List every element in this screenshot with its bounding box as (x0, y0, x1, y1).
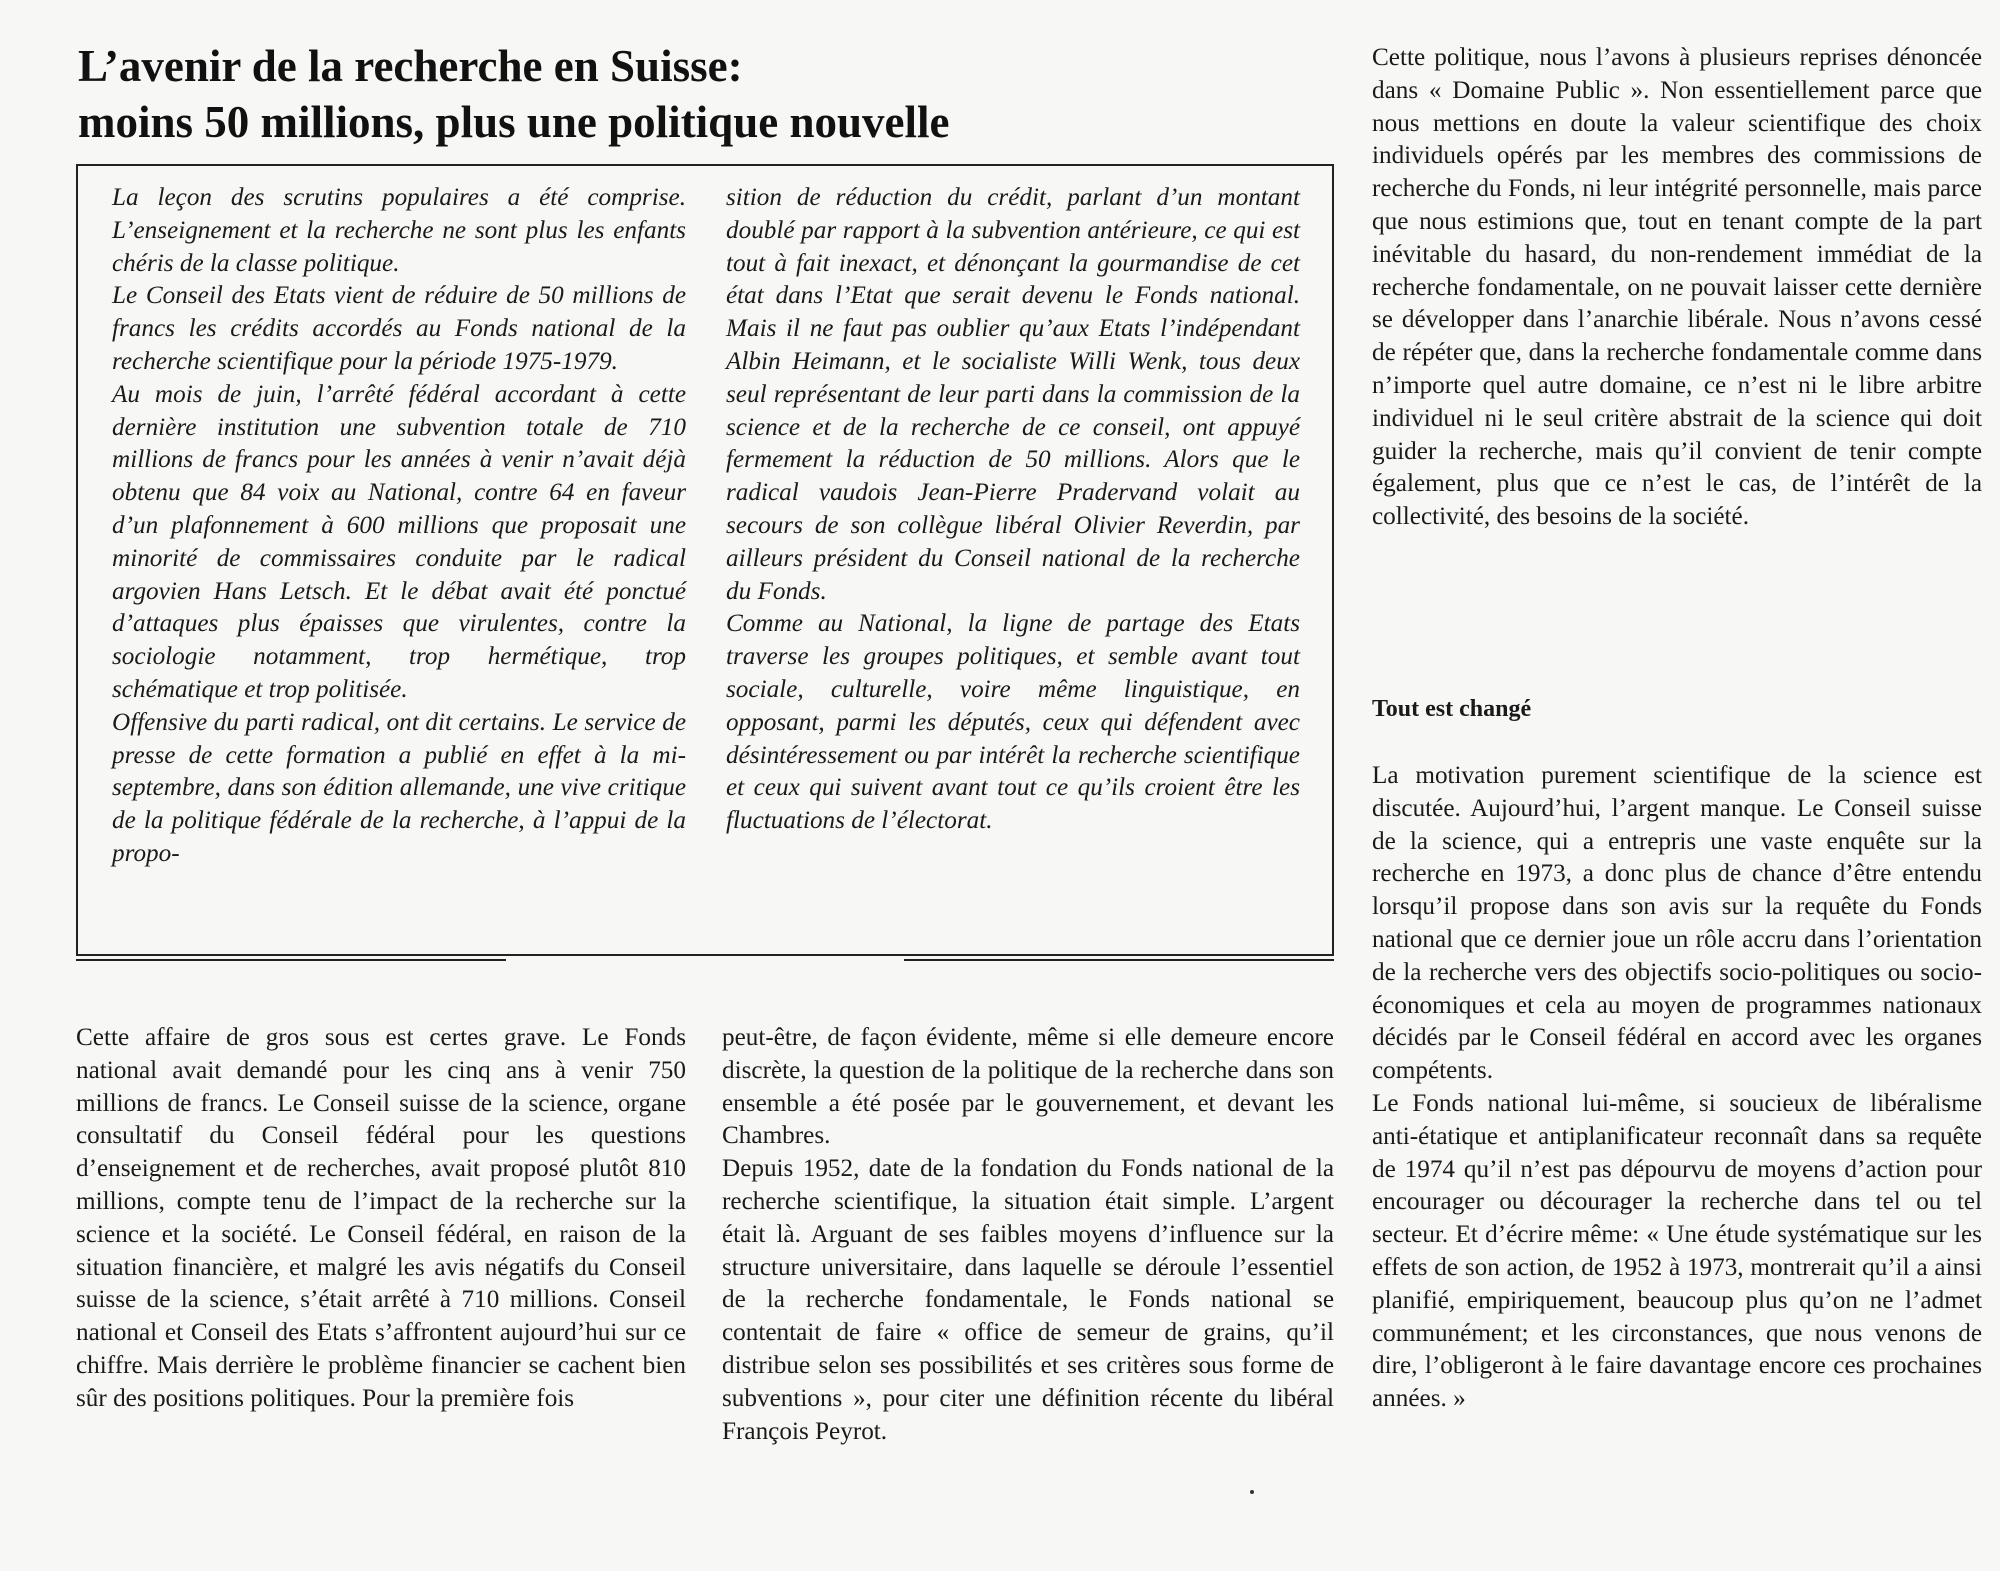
title-line-1: L’avenir de la recherche en Suisse: (78, 41, 743, 91)
body-paragraph: Cette politique, nous l’avons à plusieurs reprises dénoncée dans « Domaine Public ». Non essentiellement parce que nous mettions en doute la valeur scientifique des choix individuels opérés par les membres des commissions de recherche du Fonds, ni leur intégrité personnelle, mais parce que nous estimions que, tout en tenant compte de la part inévitable du hasard, du non-rendement immédiat de la recherche fondamentale, on ne pouvait laisser cette dernière se développer dans l’anarchie libérale. Nous n’avons cessé de répéter que, dans la recherche fondamentale comme dans n’importe quel autre domaine, ce n’est ni le libre arbitre individuel ni le seul critère abstrait de la science qui doit guider la recherche, mais qu’il convient de tenir compte également, plus que ce n’est le cas, de l’intérêt de la collectivité, des besoins de la société. (1372, 44, 1982, 531)
intro-paragraph: Offensive du parti radical, ont dit certains. Le service de presse de cette formation a publié en effet à la mi-septembre, dans son édition allemande, une vive critique de la politique fédérale de la recherche, à l’appui de la propo- (112, 708, 686, 867)
body-paragraph: La motivation purement scientifique de la science est discutée. Aujourd’hui, l’argent manque. Le Conseil suisse de la science, qui a entrepris une vaste enquête sur la recherche en 1973, a donc plus de chance d’être entendu lorsqu’il propose dans son avis sur la requête du Fonds national que ce dernier joue un rôle accru dans l’orientation de la recherche vers des objectifs socio-politiques ou socio-économiques et cela au moyen de programmes nationaux décidés par le Conseil fédéral en accord avec les organes compétents. (1372, 762, 1982, 1085)
intro-paragraph: Comme au National, la ligne de partage des Etats traverse les groupes politiques, et semble avant tout sociale, culturelle, voire même linguistique, en opposant, parmi les députés, ceux qui défendent avec désintéressement ou par intérêt la recherche scientifique et ceux qui suivent avant tout ce qu’ils croient être les fluctuations de l’électorat. (726, 610, 1300, 835)
section-subheading: Tout est changé (1372, 696, 1532, 722)
intro-column-left (112, 182, 686, 871)
intro-column-right (726, 182, 1300, 838)
intro-paragraph: La leçon des scrutins populaires a été comprise. L’enseignement et la recherche ne sont plus les enfants chéris de la classe politique. (112, 184, 686, 277)
intro-paragraph: Au mois de juin, l’arrêté fédéral accordant à cette dernière institution une subvention totale de 710 millions de francs pour les années à venir n’avait déjà obtenu que 84 voix au National, contre 64 en faveur d’un plafonnement à 600 millions que proposait une minorité de commissaires conduite par le radical argovien Hans Letsch. Et le débat avait été ponctué d’attaques plus épaisses que virulentes, contre la sociologie notamment, trop hermétique, trop schématique et trop politisée. (112, 380, 686, 703)
body-paragraph: Depuis 1952, date de la fondation du Fonds national de la recherche scientifique, la situation était simple. L’argent était là. Arguant de ses faibles moyens d’influence sur la structure universitaire, dans laquelle se déroule l’essentiel de la recherche fondamentale, le Fonds national se contentait de faire « office de semeur de grains, qu’il distribue selon ses possibilités et ses critères sous forme de subventions », pour citer une définition récente du libéral François Peyrot. (722, 1155, 1334, 1445)
title-line-2: moins 50 millions, plus une politique nouvelle (78, 97, 950, 147)
intro-paragraph: Le Conseil des Etats vient de réduire de 50 millions de francs les crédits accordés au Fonds national de la recherche scientifique pour la période 1975-1979. (112, 282, 686, 375)
print-speck (1250, 1490, 1254, 1494)
intro-box-bottom-rule-left (76, 959, 506, 961)
intro-box-bottom-rule-right (904, 959, 1334, 961)
intro-paragraph: sition de réduction du crédit, parlant d’un montant doublé par rapport à la subvention antérieure, ce qui est tout à fait inexact, et dénonçant la gourmandise de cet état dans l’Etat que serait devenu le Fonds national. Mais il ne faut pas oublier qu’aux Etats l’indépendant Albin Heimann, et le socialiste Willi Wenk, tous deux seul représentant de leur parti dans la commission de la science et de la recherche de ce conseil, ont appuyé fermement la réduction de 50 millions. Alors que le radical vaudois Jean-Pierre Pradervand volait au secours de son collègue libéral Olivier Reverdin, par ailleurs président du Conseil national de la recherche du Fonds. (726, 184, 1300, 605)
body-column-1 (76, 1022, 686, 1416)
body-paragraph: Le Fonds national lui-même, si soucieux de libéralisme anti-étatique et antiplanificateur reconnaît dans sa requête de 1974 qu’il n’est pas dépourvu de moyens d’action pour encourager ou décourager la recherche dans tel ou tel secteur. Et d’écrire même: « Une étude systématique sur les effets de son action, de 1952 à 1973, montrerait qu’il a ainsi planifié, empiriquement, beaucoup plus qu’on ne l’admet communément; et les circonstances, que nous venons de dire, l’obligeront à le faire davantage encore ces prochaines années. » (1372, 1089, 1982, 1413)
body-column-2 (722, 1022, 1334, 1448)
body-column-3-bottom (1372, 760, 1982, 1416)
body-column-3-top (1372, 42, 1982, 534)
body-paragraph: Cette affaire de gros sous est certes grave. Le Fonds national avait demandé pour les cinq ans à venir 750 millions de francs. Le Conseil suisse de la science, organe consultatif du Conseil fédéral pour les questions d’enseignement et de recherches, avait proposé plutôt 810 millions, compte tenu de l’impact de la recherche sur la science et la société. Le Conseil fédéral, en raison de la situation financière, et malgré les avis négatifs du Conseil suisse de la science, s’était arrêté à 710 millions. Conseil national et Conseil des Etats s’affrontent aujourd’hui sur ce chiffre. Mais derrière le problème financier se cachent bien sûr des positions politiques. Pour la première fois (76, 1024, 686, 1412)
body-paragraph: peut-être, de façon évidente, même si elle demeure encore discrète, la question de la politique de la recherche dans son ensemble a été posée par le gouvernement, et devant les Chambres. (722, 1024, 1334, 1150)
article-title (78, 38, 1318, 150)
